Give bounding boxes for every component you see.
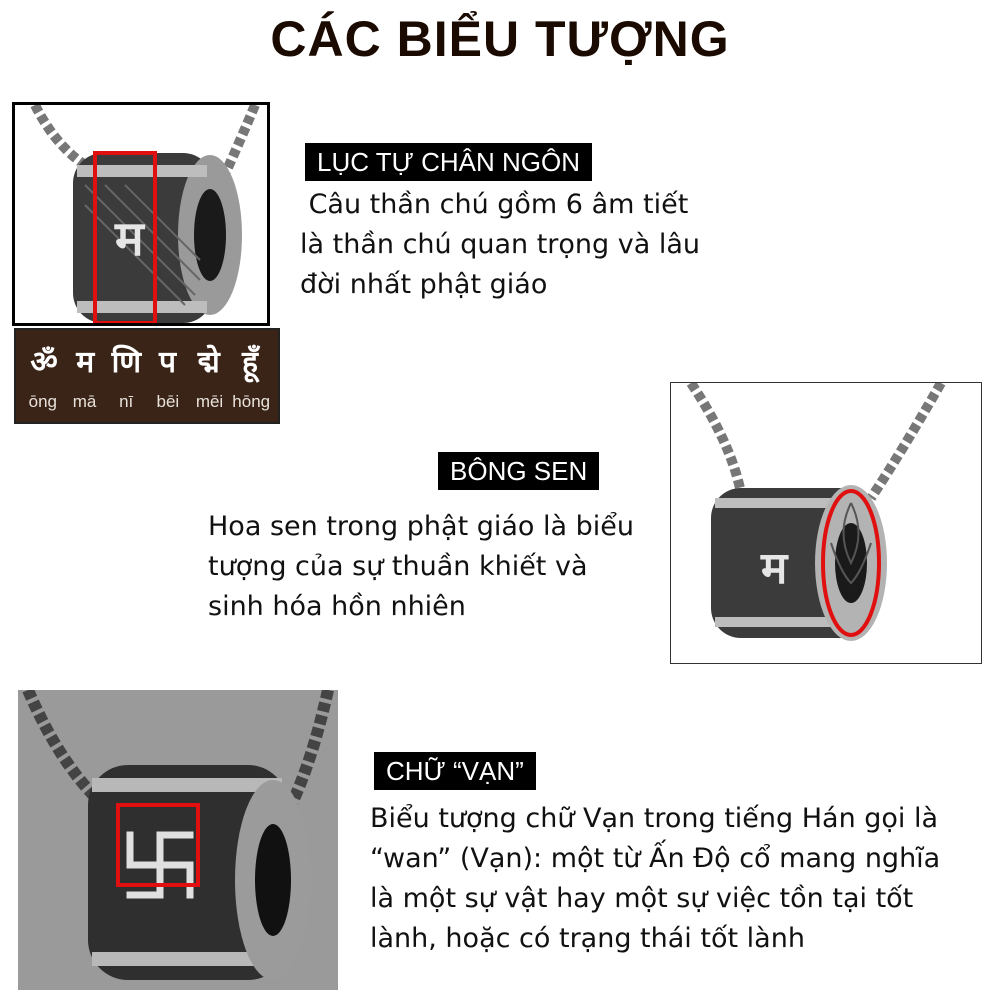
desc-line: sinh hóa hồn nhiên [208,591,466,622]
mantra-syllable: bēi [156,392,180,411]
desc-line: lành, hoặc có trạng thái tốt lành [370,923,805,954]
desc-line: “wan” (Vạn): một từ Ấn Độ cổ mang nghĩa [370,843,941,874]
pendant-photo-lotus [670,382,982,664]
desc-line: tượng của sự thuần khiết và [208,551,588,582]
section-label-mantra: LỤC TỰ CHÂN NGÔN [305,143,592,181]
mantra-syllable: hōng [232,392,271,411]
mantra-syllable: ōng [28,392,58,411]
mantra-strip [14,328,280,424]
svg-text:म: म [761,543,788,594]
mantra-glyph: ॐ [30,345,58,380]
desc-line: Hoa sen trong phật giáo là biểu [208,511,635,542]
section-desc-swastika [370,799,940,959]
section-label-swastika: CHỮ “VẠN” [374,752,536,790]
mantra-glyph: प [159,345,177,380]
mantra-glyphs [24,340,270,381]
mantra-syllable: nī [119,392,134,411]
mantra-syllable: mēi [195,392,224,411]
section-label-lotus: BÔNG SEN [438,452,599,490]
desc-line: là một sự vật hay một sự việc tồn tại tốt [370,883,914,914]
mantra-syllables [22,392,272,412]
desc-line: là thần chú quan trọng và lâu [300,229,701,260]
pendant-photo-swastika [18,690,338,990]
page-title: CÁC BIỂU TƯỢNG [270,11,730,67]
section-desc-lotus [208,507,634,627]
mantra-glyph: हूँ [241,345,258,380]
desc-line: Biểu tượng chữ Vạn trong tiếng Hán gọi là [370,803,939,834]
mantra-glyph: द्मे [197,345,220,380]
mantra-glyph: म [76,345,95,380]
pendant-photo-mantra [12,102,270,326]
mantra-syllable: mā [72,392,97,411]
svg-text:म: म [115,211,144,267]
section-desc-mantra [300,185,700,305]
mantra-glyph: णि [111,345,142,380]
desc-line: đời nhất phật giáo [300,269,548,300]
desc-line: Câu thần chú gồm 6 âm tiết [300,189,689,220]
